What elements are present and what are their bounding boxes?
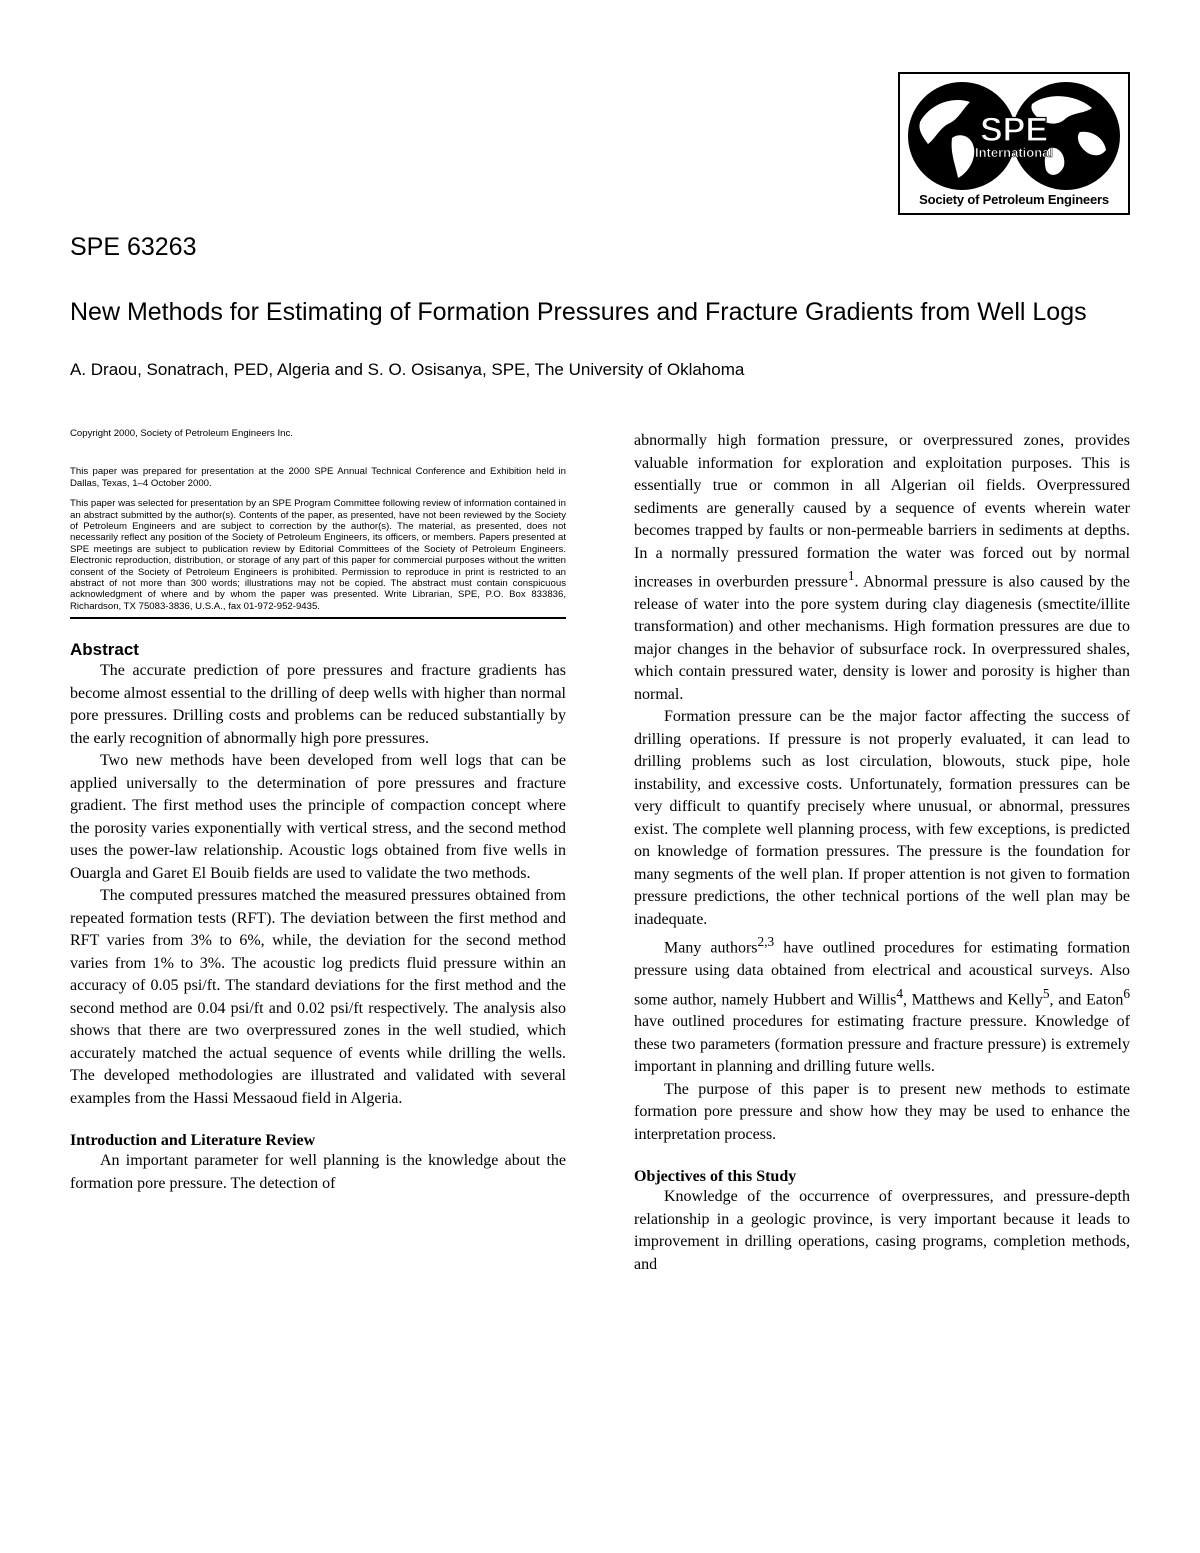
- paper-title: New Methods for Estimating of Formation Pressures and Fracture Gradients from Well Logs: [70, 298, 1087, 326]
- conference-note: This paper was prepared for presentation at the 2000 SPE Annual Technical Conference and Exhibition held in Dallas, Texas, 1–4 October 2000.: [70, 466, 566, 489]
- objectives-heading: Objectives of this Study: [634, 1168, 797, 1186]
- abstract-paragraph: The accurate prediction of pore pressures and fracture gradients has become almost essential to the drilling of deep wells with higher than normal pore pressures. Drilling costs and problems can be reduced substantially by the early recognition of abnormally high pore pressures.: [70, 662, 566, 747]
- citation-ref: 4: [896, 985, 903, 1001]
- body-paragraph: The purpose of this paper is to present new methods to estimate formation pore pressure and show how they may be used to enhance the interpretation process.: [634, 1080, 1130, 1143]
- body-paragraph: Knowledge of the occurrence of overpressures, and pressure-depth relationship in a geologic province, is very important because it leads to improvement in drilling operations, casing programs, completion methods, and: [634, 1188, 1130, 1273]
- citation-ref: 6: [1123, 985, 1131, 1001]
- citation-ref: 1: [847, 568, 855, 583]
- citation-ref: 5: [1042, 985, 1050, 1001]
- copyright-line: Copyright 2000, Society of Petroleum Engineers Inc.: [70, 428, 293, 439]
- abstract-heading: Abstract: [70, 640, 139, 660]
- body-paragraph: [634, 931, 1130, 1079]
- abstract-paragraph: The computed pressures matched the measured pressures obtained from repeated formation tests (RFT). The deviation between the first method and RFT varies from 3% to 6%, while, the deviation for the second method varies from 1% to 3%. The acoustic log predicts fluid pressure within an accuracy of 0.05 psi/ft. The standard deviations for the first method and the second method are 0.04 psi/ft and 0.02 psi/ft respectively. The analysis also shows that there are two overpressured zones in the well studied, which accurately matched the actual sequence of events while drilling the wells. The developed methodologies are illustrated and validated with several examples from the Hassi Messaoud field in Algeria.: [70, 887, 566, 1107]
- text-run: Many authors: [664, 939, 758, 957]
- introduction-heading: Introduction and Literature Review: [70, 1132, 316, 1150]
- text-run: , and Eaton: [1049, 990, 1124, 1008]
- text-run: . Abnormal pressure is also caused by the release of water into the pore system during clay diagenesis (smectite/illite transformation) and other mechanisms. High formation pressures are due to major changes in the behavior of subsurface rock. In overpressured shales, which contain pressured water, density is lower and porosity is higher than normal.: [634, 573, 1131, 703]
- copyright-notice: [70, 428, 566, 619]
- logo-caption: Society of Petroleum Engineers: [919, 192, 1109, 207]
- introduction-paragraph: An important parameter for well planning is the knowledge about the formation pore pressure. The detection of: [70, 1152, 566, 1192]
- body-paragraph: [634, 430, 1130, 706]
- paper-number: SPE 63263: [70, 233, 197, 261]
- abstract-paragraph: Two new methods have been developed from well logs that can be applied universally to the determination of pore pressures and fracture gradient. The first method uses the principle of compaction concept where the porosity varies exponentially with vertical stress, and the second method uses the power-law relationship. Acoustic logs obtained from five wells in Ouargla and Garet El Bouib fields are used to validate the two methods.: [70, 752, 566, 882]
- globe-icon: [900, 74, 1128, 192]
- spe-logo: [898, 72, 1130, 215]
- left-column: [70, 428, 566, 1195]
- citation-ref: 2,3: [757, 934, 775, 950]
- right-column: [634, 430, 1130, 1276]
- text-run: , Matthews and Kelly: [902, 990, 1043, 1008]
- permission-note: This paper was selected for presentation by an SPE Program Committee following review of information contained in an abstract submitted by the author(s). Contents of the paper, as presented, have not been reviewed by the Society of Petroleum Engineers and are subject to correction by the author(s). The material, as presented, does not necessarily reflect any position of the Society of Petroleum Engineers, its officers, or members. Papers presented at SPE meetings are subject to publication review by Editorial Committees of the Society of Petroleum Engineers. Electronic reproduction, distribution, or storage of any part of this paper for commercial purposes without the written consent of the Society of Petroleum Engineers is prohibited. Permission to reproduce in print is restricted to an abstract of not more than 300 words; illustrations may not be copied. The abstract must contain conspicuous acknowledgment of where and by whom the paper was presented. Write Librarian, SPE, P.O. Box 833836, Richardson, TX 75083-3836, U.S.A., fax 01-972-952-9435.: [70, 498, 566, 612]
- svg-text:International: International: [974, 145, 1054, 160]
- authors: A. Draou, Sonatrach, PED, Algeria and S. O. Osisanya, SPE, The University of Oklahoma: [70, 360, 745, 379]
- svg-text:SPE: SPE: [979, 111, 1049, 149]
- text-run: have outlined procedures for estimating fracture pressure. Knowledge of these two parameters (formation pressure and fracture pressure) is extremely important in planning and drilling future wells.: [634, 1013, 1130, 1076]
- text-run: have outlined procedures for estimating formation pressure using data obtained from electrical and acoustical surveys. Also some author, namely Hubbert and Willis: [634, 939, 1130, 1008]
- body-paragraph: Formation pressure can be the major factor affecting the success of drilling operations. If pressure is not properly evaluated, it can lead to drilling problems such as lost circulation, blowouts, stuck pipe, hole instability, and excessive costs. Unfortunately, formation pressures can be very difficult to quantify precisely where unusual, or abnormal, pressures exist. The complete well planning process, with few exceptions, is predicted on knowledge of formation pressures. The pressure is the foundation for many segments of the well plan. If proper attention is not given to formation pressure predictions, the other technical portions of the well plan may be inadequate.: [634, 708, 1130, 928]
- text-run: abnormally high formation pressure, or overpressured zones, provides valuable information for exploration and exploitation purposes. This is essentially true or common in all Algerian oil fields. Overpressured sediments are generally caused by a sequence of events wherein water becomes trapped by faults or non-permeable barriers in sediments at depths. In a normally pressured formation the water was forced out by normal increases in overburden pressure: [634, 432, 1130, 591]
